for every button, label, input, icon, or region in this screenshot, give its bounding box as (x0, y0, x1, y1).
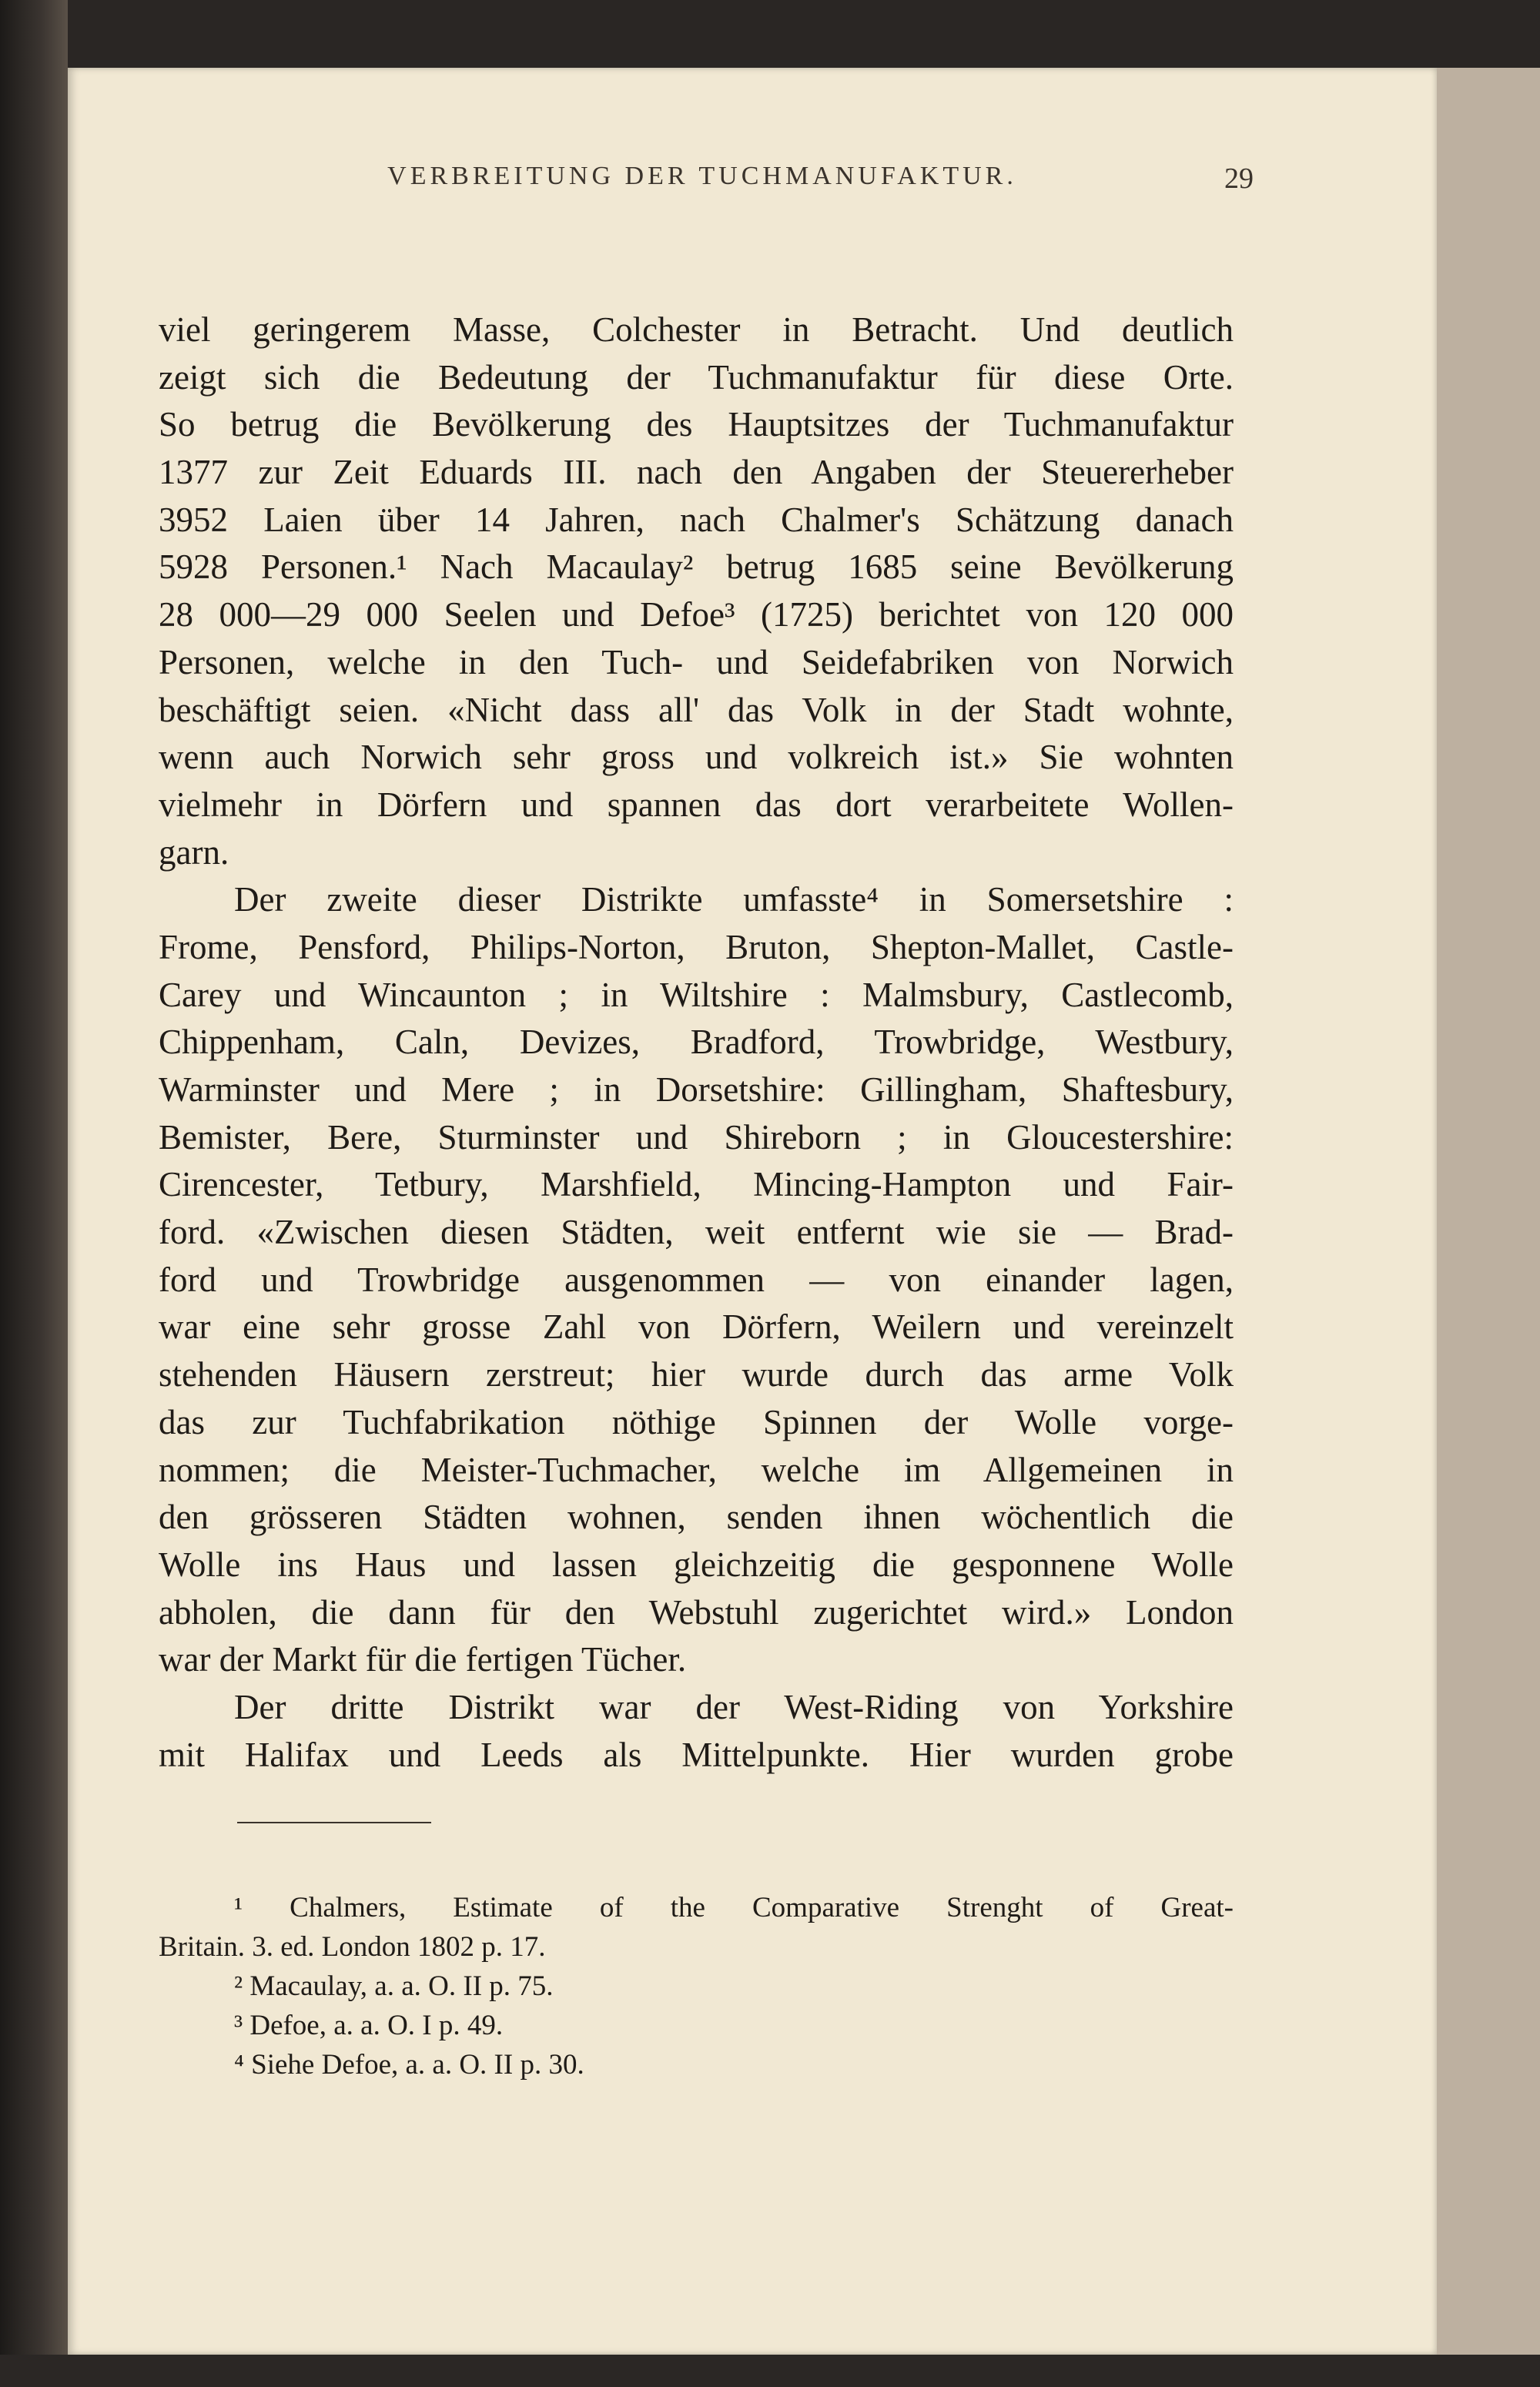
footnote-line: ² Macaulay, a. a. O. II p. 75. (234, 1970, 554, 2002)
text-line: ford. «Zwischen diesen Städten, weit entfernt wie sie — Brad- (159, 1213, 1234, 1252)
text-line: wenn auch Norwich sehr gross und volkreich ist.» Sie wohnten (159, 738, 1234, 777)
text-line: war der Markt für die fertigen Tücher. (159, 1640, 687, 1679)
text-line: 1377 zur Zeit Eduards III. nach den Angaben der Steuererheber (159, 453, 1234, 492)
text-line: Personen, welche in den Tuch- und Seidefabriken von Norwich (159, 642, 1234, 681)
footnote-divider (237, 1822, 431, 1823)
text-line: viel geringerem Masse, Colchester in Betracht. Und deutlich (159, 310, 1234, 349)
text-line: abholen, die dann für den Webstuhl zugerichtet wird.» London (159, 1592, 1234, 1632)
text-line: garn. (159, 832, 229, 872)
body-text (159, 306, 1234, 1779)
page-number: 29 (1224, 162, 1254, 195)
text-line: 3952 Laien über 14 Jahren, nach Chalmer's Schätzung danach (159, 500, 1234, 539)
running-title: VERBREITUNG DER TUCHMANUFAKTUR. (387, 162, 1017, 190)
footnote-line: ¹ Chalmers, Estimate of the Comparative Strenght of Great- (234, 1892, 1234, 1923)
text-line: beschäftigt seien. «Nicht dass all' das Volk in der Stadt wohnte, (159, 690, 1234, 729)
text-line: zeigt sich die Bedeutung der Tuchmanufaktur für diese Orte. (159, 357, 1234, 397)
text-line: 28 000—29 000 Seelen und Defoe³ (1725) berichtet von 120 000 (159, 595, 1234, 634)
text-line: den grösseren Städten wohnen, senden ihnen wöchentlich die (159, 1498, 1234, 1537)
text-line: nommen; die Meister-Tuchmacher, welche im Allgemeinen in (159, 1450, 1234, 1489)
text-line: das zur Tuchfabrikation nöthige Spinnen der Wolle vorge- (159, 1402, 1234, 1441)
text-line: Bemister, Bere, Sturminster und Shireborn ; in Gloucestershire: (159, 1117, 1234, 1157)
footnotes (159, 1888, 1234, 2084)
text-line: war eine sehr grosse Zahl von Dörfern, Weilern und vereinzelt (159, 1307, 1234, 1347)
running-head (151, 162, 1254, 208)
text-line: vielmehr in Dörfern und spannen das dort verarbeitete Wollen- (159, 785, 1234, 824)
book-gutter (0, 0, 68, 2387)
text-line: mit Halifax und Leeds als Mittelpunkte. Hier wurden grobe (159, 1735, 1234, 1774)
text-line: 5928 Personen.¹ Nach Macaulay² betrug 1685 seine Bevölkerung (159, 547, 1234, 587)
text-line: Wolle ins Haus und lassen gleichzeitig die gesponnene Wolle (159, 1545, 1234, 1584)
paragraph-start-line: Der dritte Distrikt war der West-Riding von Yorkshire (234, 1687, 1234, 1726)
text-line: stehenden Häusern zerstreut; hier wurde durch das arme Volk (159, 1355, 1234, 1394)
text-line: Cirencester, Tetbury, Marshfield, Mincing-Hampton und Fair- (159, 1165, 1234, 1204)
text-line: So betrug die Bevölkerung des Hauptsitzes der Tuchmanufaktur (159, 405, 1234, 444)
text-line: Warminster und Mere ; in Dorsetshire: Gillingham, Shaftesbury, (159, 1070, 1234, 1109)
footnote-line: Britain. 3. ed. London 1802 p. 17. (159, 1931, 546, 1963)
paragraph-start-line: Der zweite dieser Distrikte umfasste⁴ in Somersetshire : (234, 880, 1234, 919)
scan-background (0, 2355, 1540, 2387)
text-line: Carey und Wincaunton ; in Wiltshire : Malmsbury, Castlecomb, (159, 975, 1234, 1014)
footnote-line: ⁴ Siehe Defoe, a. a. O. II p. 30. (234, 2049, 584, 2081)
footnote-line: ³ Defoe, a. a. O. I p. 49. (234, 2010, 504, 2041)
text-line: Chippenham, Caln, Devizes, Bradford, Trowbridge, Westbury, (159, 1023, 1234, 1062)
page-edge (1437, 68, 1540, 2355)
text-line: ford und Trowbridge ausgenommen — von einander lagen, (159, 1260, 1234, 1299)
text-line: Frome, Pensford, Philips-Norton, Bruton, Shepton-Mallet, Castle- (159, 927, 1234, 966)
